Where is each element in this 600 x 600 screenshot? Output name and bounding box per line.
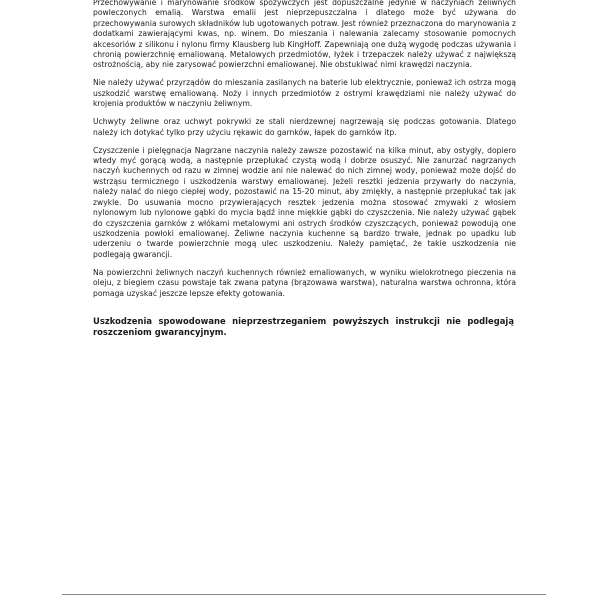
document-body	[93, 0, 516, 339]
paragraph-patina: Na powierzchni żeliwnych naczyń kuchennych również emaliowanych, w wyniku wielokrotnego pieczenia na oleju, z biegiem czasu powstaje tak zwana patyna (brązowawa warstwa), naturalna warstwa ochronna, która pomaga uzyskać jeszcze lepsze efekty gotowania.	[93, 267, 516, 298]
paragraph-electric-tools: Nie należy używać przyrządów do mieszania zasilanych na baterie lub elektrycznie, ponieważ ich ostrza mogą uszkodzić warstwę emaliowaną. Noży i innych przedmiotów z ostrymi krawędziami nie należy używać do krojenia produktów w naczyniu żeliwnym.	[93, 78, 516, 109]
paragraph-storage: Przechowywanie i marynowanie środków spożywczych jest dopuszczalne jedynie w naczyniach żeliwnych powleczonych emalią. Warstwa emalii jest nieprzepuszczalna i dlatego może być używana do przechowywania surowych składników lub ugotowanych potraw. Jest również przeznaczona do marynowania z dodatkami zawierającymi kwas, np. winem. Do mieszania i nalewania zalecamy stosowanie pomocnych akcesoriów z silikonu i nylonu firmy Klausberg lub KingHoff. Zapewniają one dużą wygodę podczas używania i chronią powierzchnię emaliowaną. Metalowych przedmiotów, łyżek i trzepaczek należy używać z największą ostrożnością, aby nie zarysować powierzchni emaliowanej. Nie obstukiwać nimi krawędzi naczynia.	[93, 0, 516, 70]
warranty-notice: Uszkodzenia spowodowane nieprzestrzeganiem powyższych instrukcji nie podlegają roszczeniom gwarancyjnym.	[93, 315, 514, 338]
bottom-divider	[62, 594, 546, 595]
paragraph-handles: Uchwyty żeliwne oraz uchwyt pokrywki ze stali nierdzewnej nagrzewają się podczas gotowania. Dlatego należy ich dotykać tylko przy użyciu rękawic do garnków, łapek do garnków itp.	[93, 117, 516, 137]
paragraph-cleaning-care: Czyszczenie i pielęgnacja Nagrzane naczynia należy zawsze pozostawić na kilka minut, aby ostygły, dopiero wtedy myć gorącą wodą, a następnie przepłukać czystą wodą i dobrze osuszyć. Nie zanurzać nagrzanych naczyń kuchennych od razu w zimnej wodzie ani nie nalewać do nich zimnej wody, ponieważ może dojść do wstrząsu termicznego i uszkodzenia warstwy emaliowanej. Jeżeli resztki jedzenia przywarły do naczynia, należy nalać do niego ciepłej wody, pozostawić na 15-20 minut, aby zmiękły, a następnie przepłukać tak jak zwykle. Do usuwania mocno przywierających resztek jedzenia można stosować zmywaki z włosiem nylonowym lub nylonowe gąbki do mycia bądź inne miękkie gąbki do czyszczenia. Nie należy używać gąbek do czyszczenia garnków z włókami metalowymi ani ostrych środków czyszczących, ponieważ powodują one uszkodzenia powłoki emaliowanej. Żeliwne naczynia kuchenne są bardzo trwałe, jednak po upadku lub uderzeniu o twarde powierzchnie mogą ulec uszkodzeniu. Należy pamiętać, że takie uszkodzenia nie podlegają gwarancji.	[93, 145, 516, 259]
